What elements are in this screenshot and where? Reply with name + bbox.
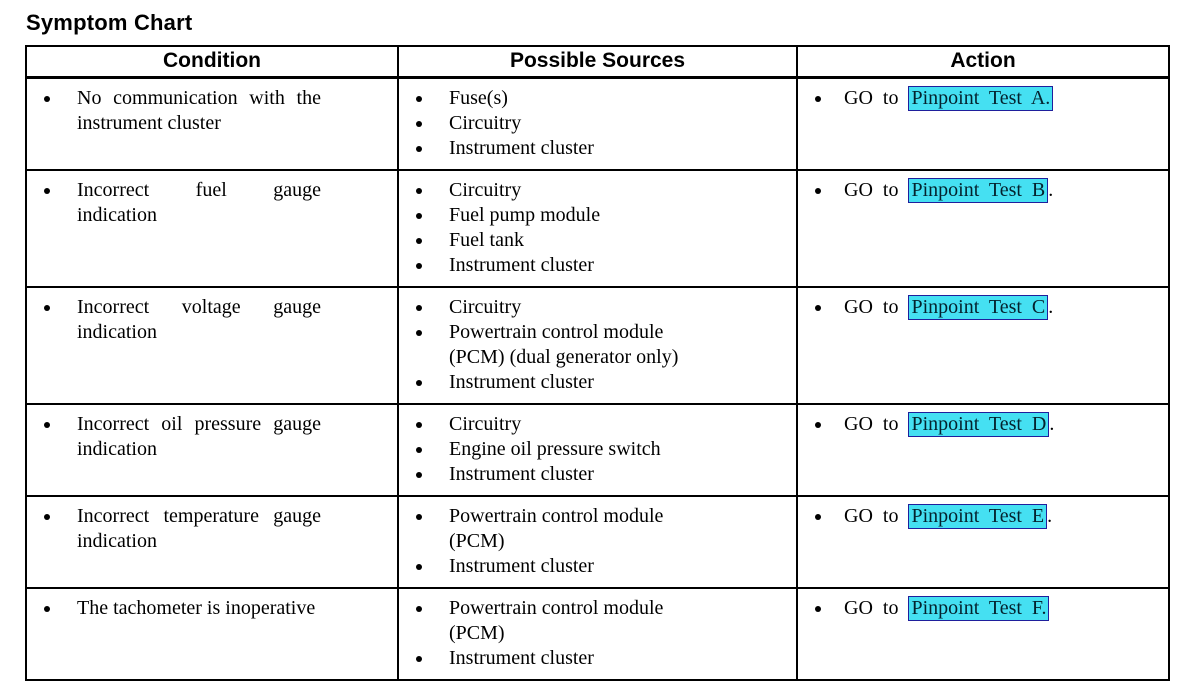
bullet-icon — [416, 422, 422, 428]
bullet-icon — [815, 606, 821, 612]
bullet-icon — [416, 305, 422, 311]
condition-cell — [27, 171, 399, 286]
list-item — [413, 320, 788, 370]
condition-cell — [27, 589, 399, 679]
condition-text: Incorrect oil pressure gauge indication — [77, 413, 321, 460]
pinpoint-test-link[interactable]: Pinpoint Test B — [908, 178, 1048, 203]
pinpoint-test-link[interactable]: Pinpoint Test F. — [908, 596, 1049, 621]
action-suffix-text: . — [1047, 505, 1053, 527]
action-prefix-text: GO to — [844, 296, 909, 318]
action-cell — [798, 497, 1168, 587]
action-cell — [798, 589, 1168, 679]
possible-sources-cell — [399, 497, 798, 587]
action-text — [844, 178, 1053, 203]
bullet-icon — [815, 188, 821, 194]
bullet-icon — [416, 656, 422, 662]
bullet-icon — [416, 606, 422, 612]
action-text — [844, 295, 1053, 320]
bullet-icon — [416, 263, 422, 269]
table-row — [27, 405, 1168, 497]
pinpoint-test-link[interactable]: Pinpoint Test D — [908, 412, 1049, 437]
bullet-icon — [815, 422, 821, 428]
bullet-icon — [416, 380, 422, 386]
list-item — [413, 462, 788, 487]
action-text — [844, 412, 1054, 437]
bullet-icon — [44, 305, 50, 311]
list-item — [812, 86, 1160, 111]
condition-text: No communication with the instrument cluster — [77, 87, 321, 134]
action-prefix-text: GO to — [844, 87, 909, 109]
condition-cell — [27, 79, 399, 169]
list-item — [41, 504, 389, 554]
bullet-icon — [815, 96, 821, 102]
table-row — [27, 288, 1168, 405]
source-text: Circuitry — [449, 413, 522, 435]
source-text: Instrument cluster — [449, 463, 594, 485]
bullet-icon — [416, 514, 422, 520]
symptom-table — [25, 45, 1170, 681]
bullet-icon — [416, 213, 422, 219]
bullet-icon — [44, 422, 50, 428]
bullet-icon — [416, 121, 422, 127]
pinpoint-test-link[interactable]: Pinpoint Test A. — [908, 86, 1053, 111]
column-header-condition: Condition — [27, 47, 399, 76]
bullet-icon — [416, 447, 422, 453]
action-suffix-text: . — [1049, 413, 1055, 435]
bullet-icon — [416, 238, 422, 244]
source-text: Powertrain control module (PCM) — [449, 505, 664, 552]
action-prefix-text: GO to — [844, 413, 909, 435]
bullet-icon — [416, 188, 422, 194]
bullet-icon — [416, 472, 422, 478]
list-item — [413, 370, 788, 395]
table-header-row — [27, 47, 1168, 79]
list-item — [413, 178, 788, 203]
possible-sources-cell — [399, 171, 798, 286]
table-row — [27, 79, 1168, 171]
source-text: Instrument cluster — [449, 647, 594, 669]
pinpoint-test-link[interactable]: Pinpoint Test C — [908, 295, 1048, 320]
action-suffix-text: . — [1048, 296, 1054, 318]
source-text: Instrument cluster — [449, 555, 594, 577]
source-text: Instrument cluster — [449, 371, 594, 393]
possible-sources-cell — [399, 79, 798, 169]
list-item — [413, 253, 788, 278]
bullet-icon — [815, 305, 821, 311]
list-item — [41, 178, 389, 228]
action-cell — [798, 288, 1168, 403]
source-text: Circuitry — [449, 296, 522, 318]
action-cell — [798, 171, 1168, 286]
source-text: Fuel pump module — [449, 204, 601, 226]
action-cell — [798, 79, 1168, 169]
bullet-icon — [416, 146, 422, 152]
possible-sources-cell — [399, 288, 798, 403]
source-text: Instrument cluster — [449, 254, 594, 276]
list-item — [413, 596, 788, 646]
bullet-icon — [416, 330, 422, 336]
table-row — [27, 497, 1168, 589]
source-text: Instrument cluster — [449, 137, 594, 159]
condition-cell — [27, 497, 399, 587]
action-text — [844, 596, 1049, 621]
list-item — [812, 178, 1160, 203]
source-text: Fuel tank — [449, 229, 524, 251]
condition-text: Incorrect fuel gauge indication — [77, 179, 321, 226]
table-body — [27, 79, 1168, 679]
list-item — [41, 596, 389, 621]
bullet-icon — [815, 514, 821, 520]
list-item — [812, 295, 1160, 320]
action-text — [844, 86, 1053, 111]
source-text: Circuitry — [449, 179, 522, 201]
column-header-action: Action — [950, 49, 1016, 72]
condition-text: Incorrect temperature gauge indication — [77, 505, 321, 552]
table-row — [27, 171, 1168, 288]
list-item — [413, 412, 788, 437]
column-header-possible-sources: Possible Sources — [399, 47, 798, 76]
list-item — [812, 412, 1160, 437]
list-item — [413, 646, 788, 671]
bullet-icon — [416, 96, 422, 102]
list-item — [41, 412, 389, 462]
bullet-icon — [416, 564, 422, 570]
list-item — [41, 86, 389, 136]
page-title: Symptom Chart — [26, 10, 193, 35]
action-prefix-text: GO to — [844, 505, 909, 527]
bullet-icon — [44, 96, 50, 102]
list-item — [413, 437, 788, 462]
source-text: Powertrain control module (PCM) — [449, 597, 664, 644]
source-text: Engine oil pressure switch — [449, 438, 661, 460]
action-cell — [798, 405, 1168, 495]
action-suffix-text: . — [1048, 179, 1054, 201]
list-item — [413, 86, 788, 111]
condition-text: Incorrect voltage gauge indication — [77, 296, 321, 343]
action-prefix-text: GO to — [844, 179, 909, 201]
action-prefix-text: GO to — [844, 597, 909, 619]
bullet-icon — [44, 514, 50, 520]
condition-cell — [27, 405, 399, 495]
source-text: Circuitry — [449, 112, 522, 134]
list-item — [812, 596, 1160, 621]
condition-cell — [27, 288, 399, 403]
list-item — [413, 504, 788, 554]
source-text: Powertrain control module (PCM) (dual generator only) — [449, 321, 679, 368]
list-item — [413, 111, 788, 136]
pinpoint-test-link[interactable]: Pinpoint Test E — [908, 504, 1047, 529]
list-item — [413, 554, 788, 579]
condition-text: The tachometer is inoperative — [77, 597, 316, 619]
list-item — [41, 295, 389, 345]
list-item — [413, 136, 788, 161]
source-text: Fuse(s) — [449, 87, 508, 109]
list-item — [413, 203, 788, 228]
table-row — [27, 589, 1168, 679]
action-text — [844, 504, 1052, 529]
bullet-icon — [44, 188, 50, 194]
list-item — [413, 228, 788, 253]
possible-sources-cell — [399, 405, 798, 495]
list-item — [812, 504, 1160, 529]
possible-sources-cell — [399, 589, 798, 679]
list-item — [413, 295, 788, 320]
bullet-icon — [44, 606, 50, 612]
